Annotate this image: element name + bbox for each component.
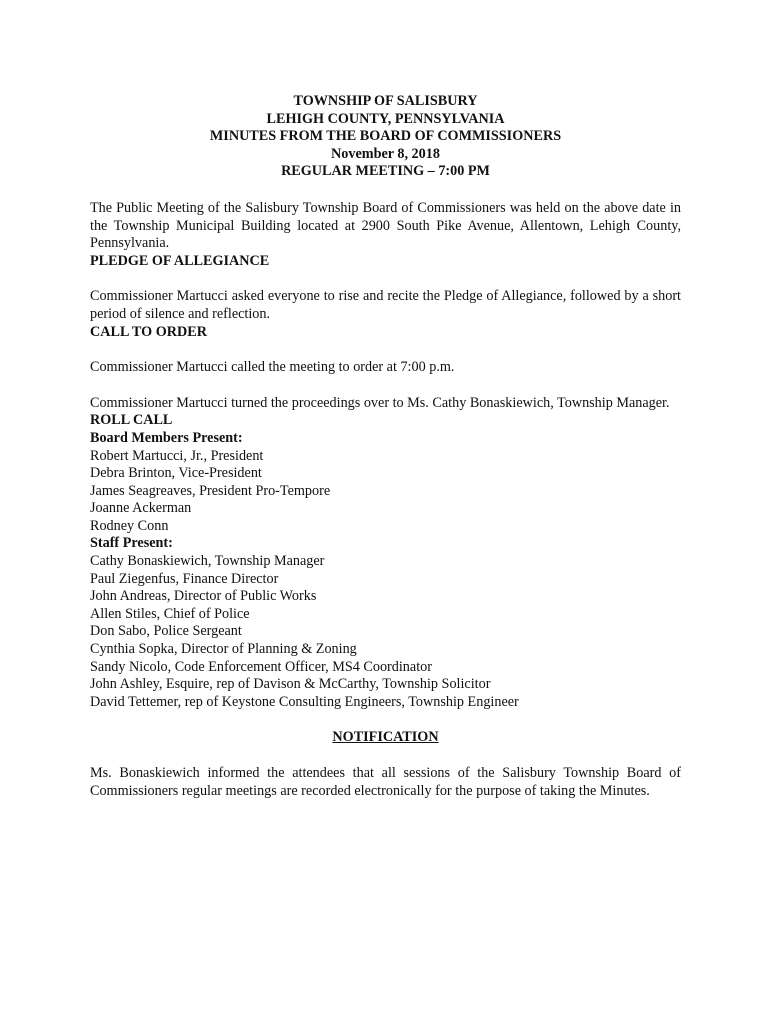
notification-heading: NOTIFICATION <box>332 729 439 746</box>
header-minutes-title: MINUTES FROM THE BOARD OF COMMISSIONERS <box>209 128 562 145</box>
document-header <box>90 93 681 181</box>
list-item: Don Sabo, Police Sergeant <box>90 623 242 640</box>
list-item: Robert Martucci, Jr., President <box>90 447 264 464</box>
list-item: Sandy Nicolo, Code Enforcement Officer, MS4 Coordinator <box>90 658 432 675</box>
pledge-heading: PLEDGE OF ALLEGIANCE <box>90 252 270 269</box>
list-item: Cynthia Sopka, Director of Planning & Zoning <box>90 641 357 658</box>
roll-call-heading: ROLL CALL <box>90 412 173 429</box>
call-to-order-paragraph-2: Commissioner Martucci turned the proceedings over to Ms. Cathy Bonaskiewich, Township Manager. <box>90 394 670 411</box>
list-item: James Seagreaves, President Pro-Tempore <box>90 482 331 499</box>
list-item: Rodney Conn <box>90 517 169 534</box>
list-item: Cathy Bonaskiewich, Township Manager <box>90 553 325 570</box>
board-members-heading: Board Members Present: <box>90 429 243 446</box>
staff-heading: Staff Present: <box>90 535 173 552</box>
notification-paragraph: Ms. Bonaskiewich informed the attendees that all sessions of the Salisbury Township Board of Commissioners regular meetings are recorded electronically for the purpose of taking the Minutes. <box>90 765 681 799</box>
header-meeting-type: REGULAR MEETING – 7:00 PM <box>281 163 490 180</box>
list-item: Joanne Ackerman <box>90 500 192 517</box>
list-item: Paul Ziegenfus, Finance Director <box>90 570 279 587</box>
staff-list <box>90 553 681 711</box>
header-date: November 8, 2018 <box>331 145 440 162</box>
call-to-order-paragraph-1: Commissioner Martucci called the meeting to order at 7:00 p.m. <box>90 359 455 376</box>
document-page <box>90 93 681 800</box>
pledge-paragraph: Commissioner Martucci asked everyone to rise and recite the Pledge of Allegiance, followed by a short period of silence and reflection. <box>90 288 681 322</box>
header-county: LEHIGH COUNTY, PENNSYLVANIA <box>266 110 505 127</box>
list-item: Debra Brinton, Vice-President <box>90 465 262 482</box>
list-item: David Tettemer, rep of Keystone Consulting Engineers, Township Engineer <box>90 693 519 710</box>
header-township: TOWNSHIP OF SALISBURY <box>293 93 478 109</box>
board-members-list <box>90 448 681 536</box>
call-to-order-heading: CALL TO ORDER <box>90 323 207 340</box>
list-item: Allen Stiles, Chief of Police <box>90 605 250 622</box>
list-item: John Andreas, Director of Public Works <box>90 588 317 605</box>
intro-paragraph: The Public Meeting of the Salisbury Township Board of Commissioners was held on the above date in the Township Municipal Building located at 2900 South Pike Avenue, Allentown, Lehigh County, Pennsylvania. <box>90 199 681 252</box>
list-item: John Ashley, Esquire, rep of Davison & McCarthy, Township Solicitor <box>90 676 491 693</box>
